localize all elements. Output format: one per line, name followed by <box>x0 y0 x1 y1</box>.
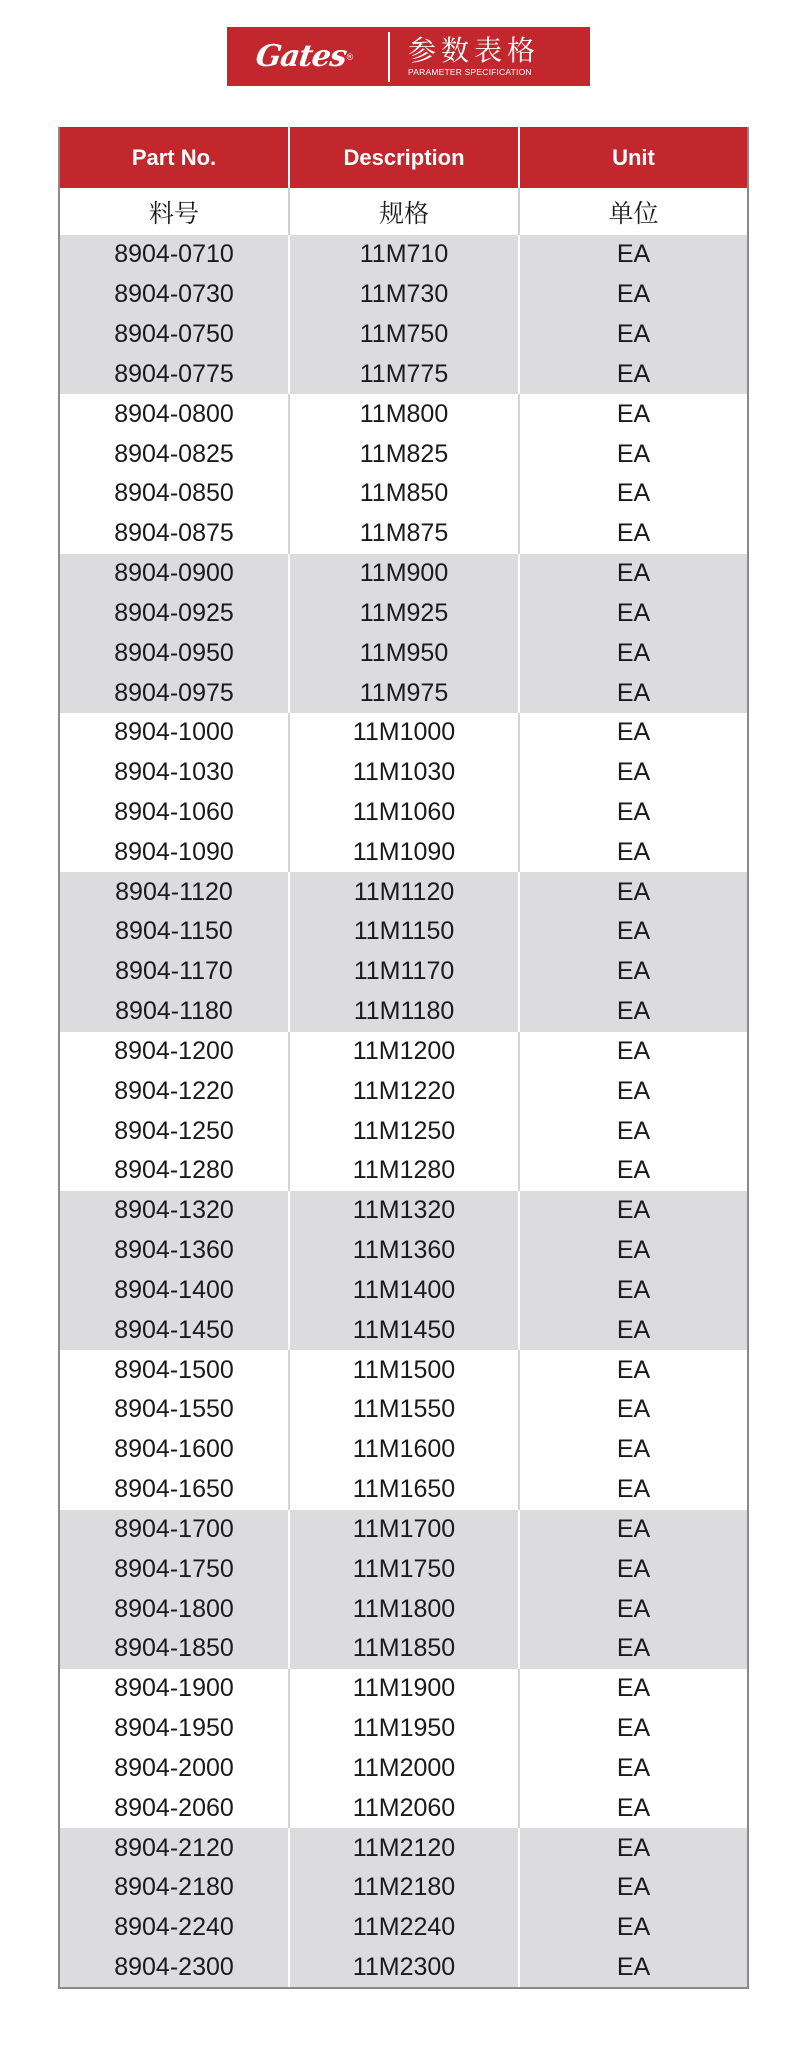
cell-description: 11M1030 <box>289 753 519 793</box>
cell-part-no: 8904-1060 <box>60 793 289 833</box>
cell-part-no: 8904-2060 <box>60 1788 289 1828</box>
cell-unit: EA <box>519 1589 747 1629</box>
cell-description: 11M1600 <box>289 1430 519 1470</box>
table-row <box>60 1908 747 1948</box>
table-row <box>60 275 747 315</box>
cell-part-no: 8904-1170 <box>60 952 289 992</box>
cell-description: 11M2180 <box>289 1868 519 1908</box>
cell-part-no: 8904-1200 <box>60 1032 289 1072</box>
cell-description: 11M2300 <box>289 1948 519 1988</box>
cell-part-no: 8904-1750 <box>60 1549 289 1589</box>
cell-unit: EA <box>519 633 747 673</box>
table-row <box>60 1390 747 1430</box>
cell-unit: EA <box>519 1071 747 1111</box>
cell-description: 11M1180 <box>289 992 519 1032</box>
table-row <box>60 793 747 833</box>
cell-description: 11M1800 <box>289 1589 519 1629</box>
table-row <box>60 1549 747 1589</box>
cell-description: 11M1000 <box>289 713 519 753</box>
cell-part-no: 8904-0800 <box>60 394 289 434</box>
cell-description: 11M2240 <box>289 1908 519 1948</box>
cell-unit: EA <box>519 992 747 1032</box>
cell-unit: EA <box>519 275 747 315</box>
cell-part-no: 8904-1650 <box>60 1470 289 1510</box>
cell-unit: EA <box>519 1231 747 1271</box>
table-row <box>60 1470 747 1510</box>
cell-description: 11M1320 <box>289 1191 519 1231</box>
cell-unit: EA <box>519 554 747 594</box>
cell-part-no: 8904-1800 <box>60 1589 289 1629</box>
cell-part-no: 8904-1600 <box>60 1430 289 1470</box>
table-row <box>60 514 747 554</box>
cell-part-no: 8904-0730 <box>60 275 289 315</box>
table-row <box>60 1510 747 1550</box>
cell-description: 11M1280 <box>289 1151 519 1191</box>
cell-description: 11M1950 <box>289 1709 519 1749</box>
banner-subtitle: PARAMETER SPECIFICATION <box>408 67 532 77</box>
cell-part-no: 8904-2240 <box>60 1908 289 1948</box>
cell-unit: EA <box>519 832 747 872</box>
table-row <box>60 474 747 514</box>
cell-description: 11M1700 <box>289 1510 519 1550</box>
table-row <box>60 832 747 872</box>
table-row <box>60 1310 747 1350</box>
cell-part-no: 8904-1090 <box>60 832 289 872</box>
cell-part-no: 8904-1220 <box>60 1071 289 1111</box>
table-row <box>60 394 747 434</box>
cell-part-no: 8904-0850 <box>60 474 289 514</box>
table-row <box>60 1669 747 1709</box>
cell-unit: EA <box>519 1470 747 1510</box>
cell-part-no: 8904-2180 <box>60 1868 289 1908</box>
cell-unit: EA <box>519 1032 747 1072</box>
cell-unit: EA <box>519 593 747 633</box>
cell-description: 11M2000 <box>289 1748 519 1788</box>
cell-unit: EA <box>519 1191 747 1231</box>
cell-part-no: 8904-1900 <box>60 1669 289 1709</box>
header-unit: Unit <box>519 127 747 188</box>
cell-description: 11M1850 <box>289 1629 519 1669</box>
cell-part-no: 8904-1000 <box>60 713 289 753</box>
cell-unit: EA <box>519 1390 747 1430</box>
registered-mark: ® <box>346 51 354 62</box>
banner-divider <box>388 32 390 82</box>
table-row <box>60 1191 747 1231</box>
table-row <box>60 673 747 713</box>
cell-description: 11M1500 <box>289 1350 519 1390</box>
cell-description: 11M1200 <box>289 1032 519 1072</box>
cell-part-no: 8904-1180 <box>60 992 289 1032</box>
table-row <box>60 434 747 474</box>
cell-description: 11M2060 <box>289 1788 519 1828</box>
brand-banner <box>227 27 590 86</box>
cell-description: 11M750 <box>289 315 519 355</box>
table-row <box>60 554 747 594</box>
cell-description: 11M950 <box>289 633 519 673</box>
table-row <box>60 1788 747 1828</box>
cell-description: 11M1120 <box>289 872 519 912</box>
cell-description: 11M1450 <box>289 1310 519 1350</box>
table-row <box>60 1948 747 1988</box>
cell-part-no: 8904-0875 <box>60 514 289 554</box>
cell-part-no: 8904-1500 <box>60 1350 289 1390</box>
spec-table-wrapper <box>58 127 749 1989</box>
cell-unit: EA <box>519 354 747 394</box>
table-row <box>60 1589 747 1629</box>
cell-description: 11M1750 <box>289 1549 519 1589</box>
cell-part-no: 8904-0925 <box>60 593 289 633</box>
table-row <box>60 315 747 355</box>
gates-logo <box>227 27 382 86</box>
cell-description: 11M775 <box>289 354 519 394</box>
cell-description: 11M875 <box>289 514 519 554</box>
table-row <box>60 1271 747 1311</box>
table-row <box>60 1868 747 1908</box>
table-row <box>60 1828 747 1868</box>
table-row <box>60 1748 747 1788</box>
cell-unit: EA <box>519 474 747 514</box>
table-row <box>60 354 747 394</box>
cell-unit: EA <box>519 793 747 833</box>
cell-unit: EA <box>519 394 747 434</box>
cell-unit: EA <box>519 1868 747 1908</box>
cell-part-no: 8904-2120 <box>60 1828 289 1868</box>
cell-unit: EA <box>519 1748 747 1788</box>
cell-part-no: 8904-1120 <box>60 872 289 912</box>
cell-unit: EA <box>519 912 747 952</box>
cell-description: 11M1170 <box>289 952 519 992</box>
table-row <box>60 1231 747 1271</box>
cell-unit: EA <box>519 1510 747 1550</box>
cell-part-no: 8904-0950 <box>60 633 289 673</box>
cell-part-no: 8904-1450 <box>60 1310 289 1350</box>
cell-unit: EA <box>519 1908 747 1948</box>
table-row <box>60 992 747 1032</box>
cell-part-no: 8904-0710 <box>60 235 289 275</box>
cell-part-no: 8904-0900 <box>60 554 289 594</box>
table-row <box>60 633 747 673</box>
cell-part-no: 8904-1320 <box>60 1191 289 1231</box>
spec-table <box>60 127 747 1987</box>
cell-description: 11M1550 <box>289 1390 519 1430</box>
table-row <box>60 1071 747 1111</box>
header-row-english <box>60 127 747 188</box>
cell-description: 11M800 <box>289 394 519 434</box>
header-description-cn: 规格 <box>289 188 519 235</box>
table-row <box>60 872 747 912</box>
table-row <box>60 713 747 753</box>
cell-part-no: 8904-2000 <box>60 1748 289 1788</box>
cell-part-no: 8904-1360 <box>60 1231 289 1271</box>
cell-description: 11M730 <box>289 275 519 315</box>
cell-unit: EA <box>519 1709 747 1749</box>
banner-title: 参数表格 <box>408 34 541 67</box>
logo-wordmark: Gates <box>253 39 349 74</box>
header-unit-cn: 单位 <box>519 188 747 235</box>
cell-unit: EA <box>519 1669 747 1709</box>
cell-part-no: 8904-1850 <box>60 1629 289 1669</box>
cell-unit: EA <box>519 315 747 355</box>
cell-part-no: 8904-0750 <box>60 315 289 355</box>
cell-unit: EA <box>519 1629 747 1669</box>
cell-description: 11M1400 <box>289 1271 519 1311</box>
cell-part-no: 8904-1950 <box>60 1709 289 1749</box>
table-body <box>60 235 747 1987</box>
cell-description: 11M1150 <box>289 912 519 952</box>
cell-unit: EA <box>519 753 747 793</box>
table-row <box>60 952 747 992</box>
cell-part-no: 8904-0775 <box>60 354 289 394</box>
cell-unit: EA <box>519 514 747 554</box>
table-row <box>60 1629 747 1669</box>
cell-description: 11M1060 <box>289 793 519 833</box>
table-row <box>60 1151 747 1191</box>
cell-unit: EA <box>519 1271 747 1311</box>
cell-unit: EA <box>519 1111 747 1151</box>
cell-description: 11M1360 <box>289 1231 519 1271</box>
header-part-no: Part No. <box>60 127 289 188</box>
cell-description: 11M1900 <box>289 1669 519 1709</box>
cell-unit: EA <box>519 1151 747 1191</box>
cell-part-no: 8904-1700 <box>60 1510 289 1550</box>
cell-unit: EA <box>519 1310 747 1350</box>
header-row-chinese <box>60 188 747 235</box>
cell-description: 11M900 <box>289 554 519 594</box>
cell-unit: EA <box>519 1828 747 1868</box>
cell-part-no: 8904-2300 <box>60 1948 289 1988</box>
banner-titles <box>408 35 540 78</box>
cell-description: 11M925 <box>289 593 519 633</box>
cell-unit: EA <box>519 673 747 713</box>
cell-unit: EA <box>519 1430 747 1470</box>
cell-part-no: 8904-1280 <box>60 1151 289 1191</box>
cell-unit: EA <box>519 872 747 912</box>
table-row <box>60 912 747 952</box>
cell-description: 11M2120 <box>289 1828 519 1868</box>
cell-unit: EA <box>519 1788 747 1828</box>
header-part-no-cn: 料号 <box>60 188 289 235</box>
cell-unit: EA <box>519 713 747 753</box>
table-row <box>60 1032 747 1072</box>
header-description: Description <box>289 127 519 188</box>
cell-unit: EA <box>519 1549 747 1589</box>
cell-part-no: 8904-0825 <box>60 434 289 474</box>
cell-part-no: 8904-1550 <box>60 1390 289 1430</box>
cell-description: 11M825 <box>289 434 519 474</box>
cell-description: 11M1090 <box>289 832 519 872</box>
cell-part-no: 8904-1400 <box>60 1271 289 1311</box>
cell-description: 11M975 <box>289 673 519 713</box>
cell-description: 11M1250 <box>289 1111 519 1151</box>
cell-description: 11M1220 <box>289 1071 519 1111</box>
cell-description: 11M1650 <box>289 1470 519 1510</box>
cell-unit: EA <box>519 434 747 474</box>
table-row <box>60 235 747 275</box>
table-header <box>60 127 747 235</box>
cell-unit: EA <box>519 1350 747 1390</box>
cell-description: 11M850 <box>289 474 519 514</box>
cell-description: 11M710 <box>289 235 519 275</box>
cell-unit: EA <box>519 952 747 992</box>
table-row <box>60 593 747 633</box>
table-row <box>60 1709 747 1749</box>
table-row <box>60 753 747 793</box>
cell-part-no: 8904-1150 <box>60 912 289 952</box>
cell-part-no: 8904-1030 <box>60 753 289 793</box>
table-row <box>60 1111 747 1151</box>
cell-part-no: 8904-0975 <box>60 673 289 713</box>
table-row <box>60 1430 747 1470</box>
table-row <box>60 1350 747 1390</box>
cell-unit: EA <box>519 1948 747 1988</box>
cell-unit: EA <box>519 235 747 275</box>
cell-part-no: 8904-1250 <box>60 1111 289 1151</box>
